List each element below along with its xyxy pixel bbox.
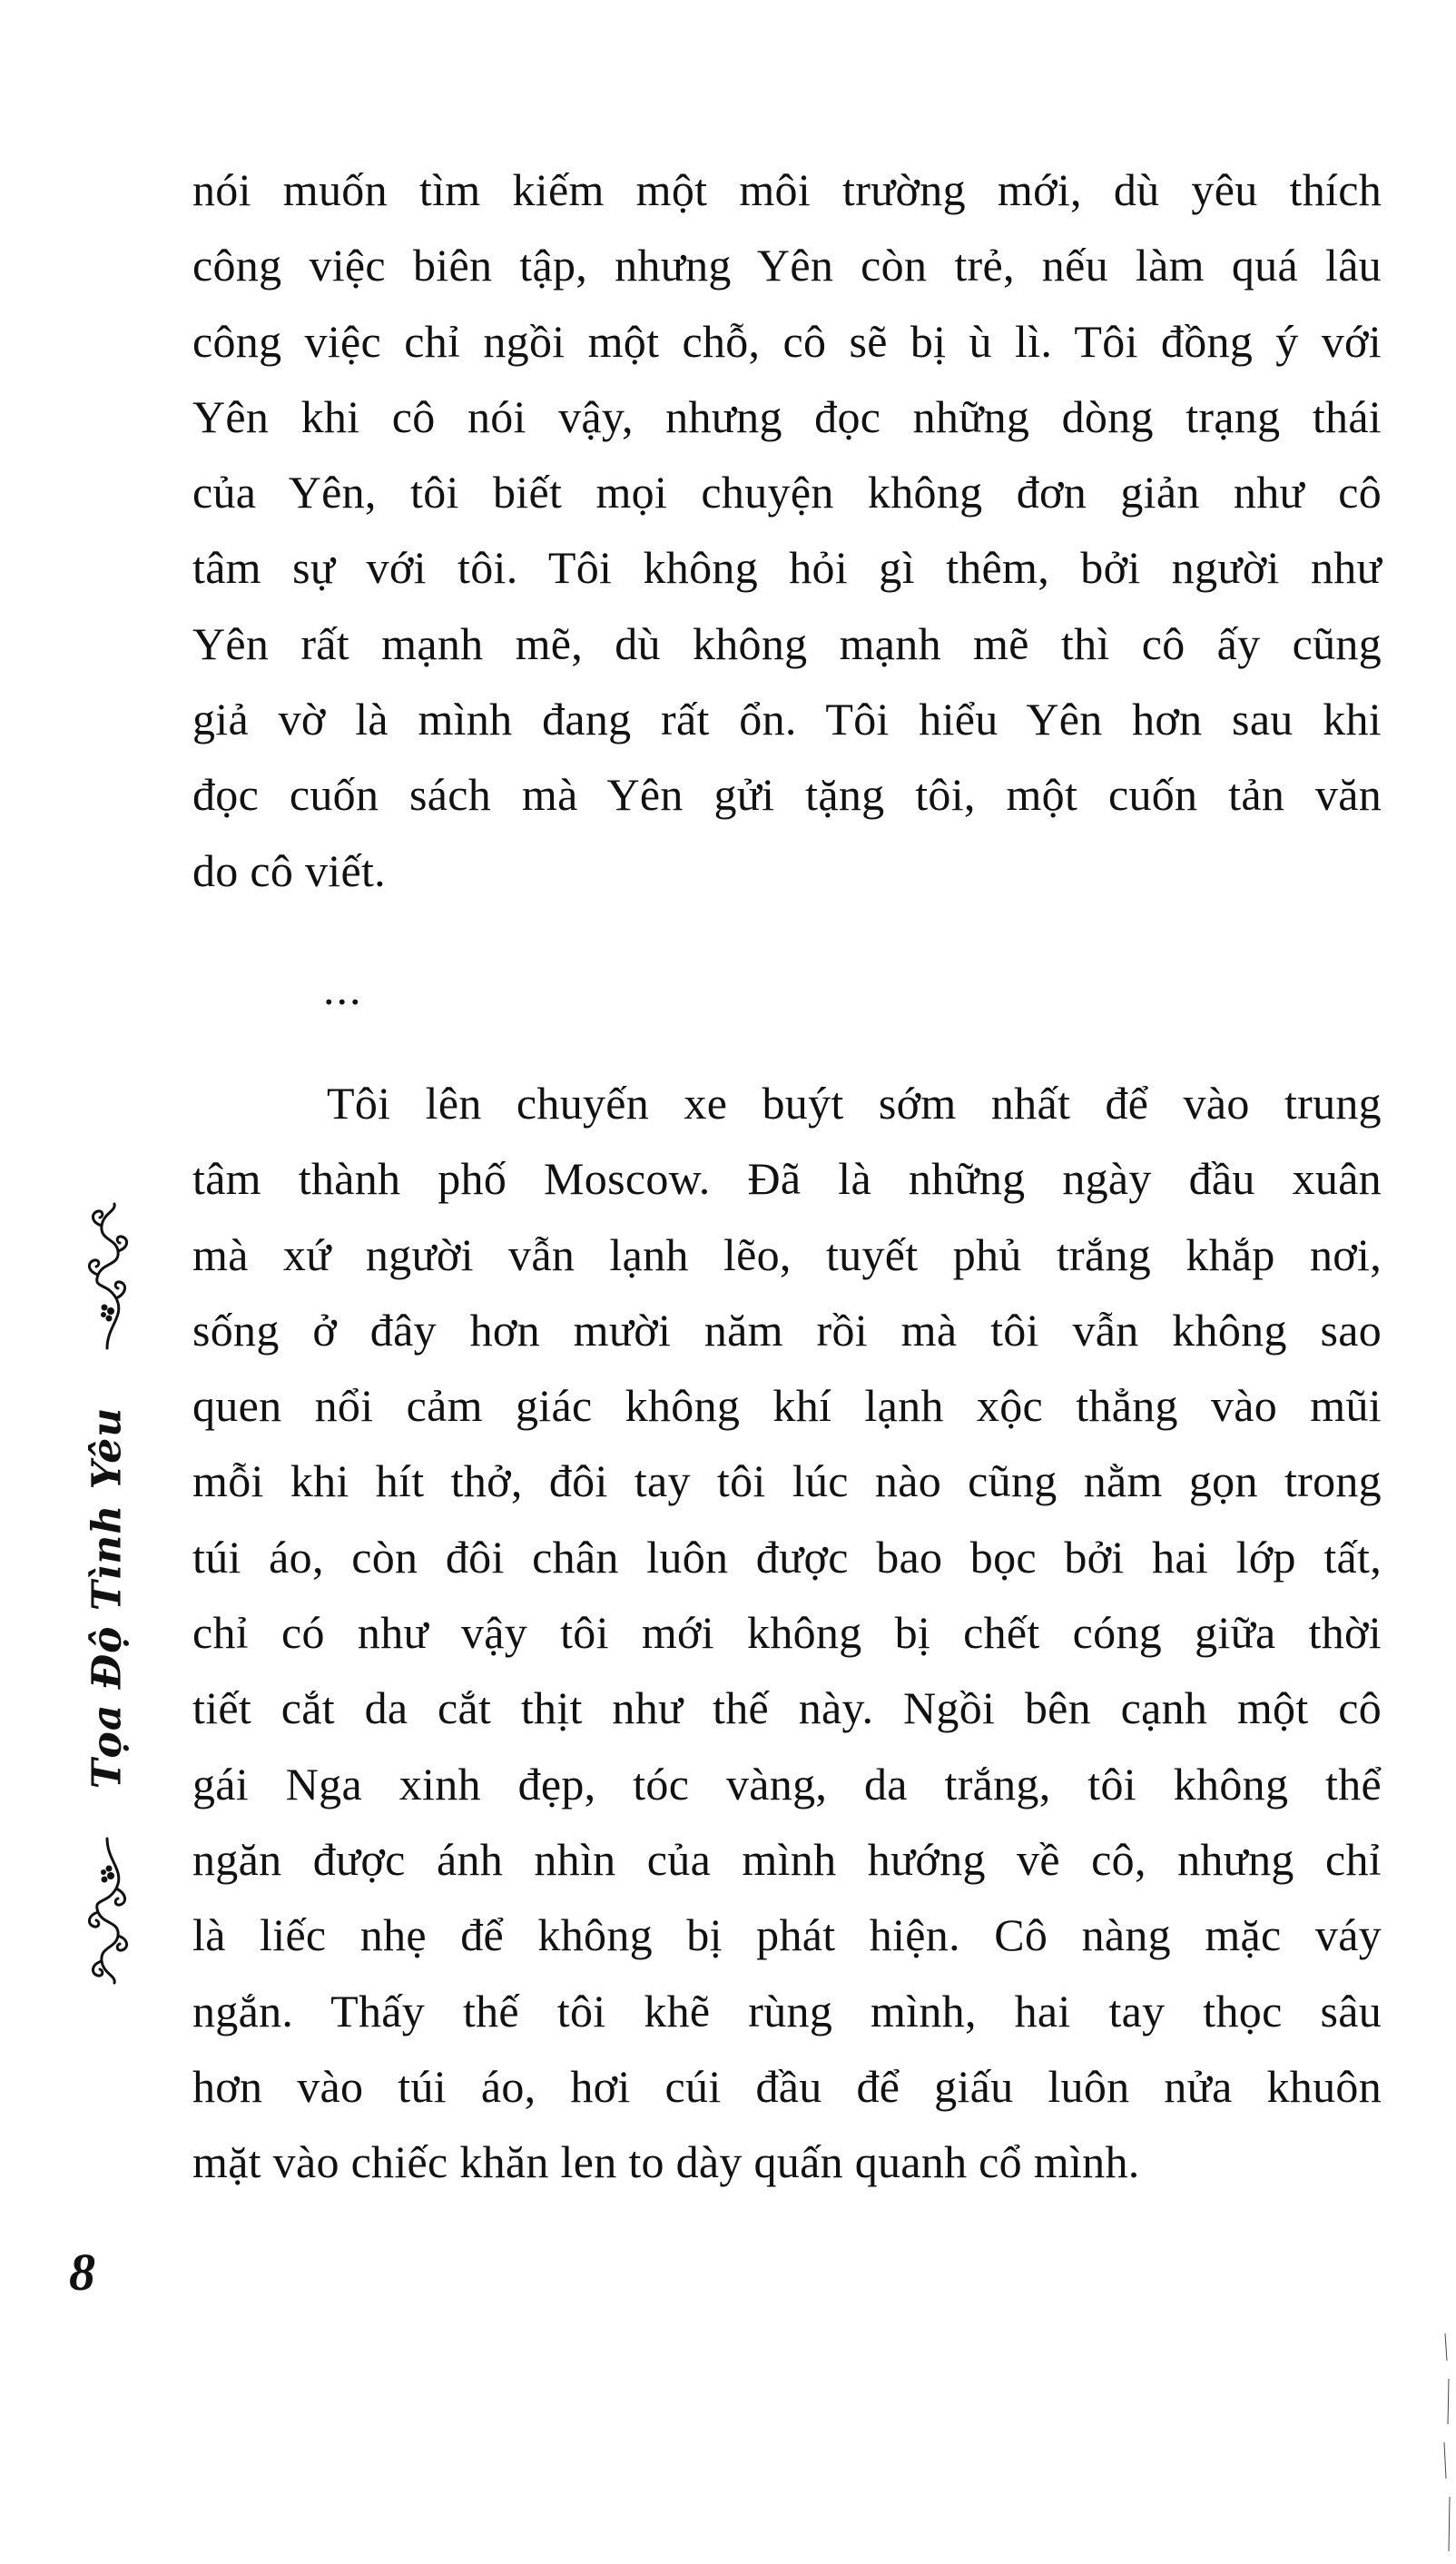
text-line: của Yên, tôi biết mọi chuyện không đơn giản như cô <box>192 467 1382 518</box>
paragraph-2 <box>192 1066 1382 2200</box>
text-line: chỉ có như vậy tôi mới không bị chết cóng giữa thời <box>192 1607 1382 1659</box>
text-line: gái Nga xinh đẹp, tóc vàng, da trắng, tôi không thể <box>192 1758 1382 1810</box>
section-break: ... <box>323 963 363 1014</box>
text-line: mặt vào chiếc khăn len to dày quấn quanh cổ mình. <box>192 2136 1140 2188</box>
text-line: đọc cuốn sách mà Yên gửi tặng tôi, một cuốn tản văn <box>192 769 1382 821</box>
text-line: mỗi khi hít thở, đôi tay tôi lúc nào cũng nằm gọn trong <box>192 1455 1382 1507</box>
scan-edge-artifact <box>1436 2324 1456 2564</box>
text-line: công việc chỉ ngồi một chỗ, cô sẽ bị ù lì. Tôi đồng ý với <box>192 315 1382 367</box>
text-line: Tôi lên chuyến xe buýt sớm nhất để vào trung <box>327 1078 1382 1129</box>
text-line: công việc biên tập, nhưng Yên còn trẻ, nếu làm quá lâu <box>192 240 1382 291</box>
text-line: quen nổi cảm giác không khí lạnh xộc thẳng vào mũi <box>192 1380 1382 1432</box>
text-line: Yên rất mạnh mẽ, dù không mạnh mẽ thì cô ấy cũng <box>192 617 1382 669</box>
text-line: hơn vào túi áo, hơi cúi đầu để giấu luôn nửa khuôn <box>192 2060 1382 2112</box>
text-line: tâm thành phố Moscow. Đã là những ngày đầu xuân <box>192 1153 1382 1205</box>
text-line: túi áo, còn đôi chân luôn được bao bọc bởi hai lớp tất, <box>192 1531 1382 1583</box>
text-line: giả vờ là mình đang rất ổn. Tôi hiểu Yên hơn sau khi <box>192 694 1382 745</box>
running-head <box>80 1198 134 1997</box>
text-line: tâm sự với tôi. Tôi không hỏi gì thêm, bởi người như <box>192 542 1382 594</box>
page-number: 8 <box>69 2243 95 2302</box>
text-line: tiết cắt da cắt thịt như thế này. Ngồi bên cạnh một cô <box>192 1682 1382 1734</box>
paragraph-1 <box>192 153 1382 909</box>
text-line: sống ở đây hơn mười năm rồi mà tôi vẫn không sao <box>192 1304 1382 1356</box>
vine-flourish-icon <box>80 1198 134 1353</box>
vine-flourish-icon <box>80 1834 134 1988</box>
text-line: mà xứ người vẫn lạnh lẽo, tuyết phủ trắng khắp nơi, <box>192 1228 1382 1280</box>
text-line: là liếc nhẹ để không bị phát hiện. Cô nàng mặc váy <box>192 1909 1382 1961</box>
text-line: Yên khi cô nói vậy, nhưng đọc những dòng trạng thái <box>192 390 1382 442</box>
text-line: do cô viết. <box>192 844 386 896</box>
text-line: ngắn. Thấy thế tôi khẽ rùng mình, hai tay thọc sâu <box>192 1985 1382 2036</box>
text-line: ngăn được ánh nhìn của mình hướng về cô, nhưng chỉ <box>192 1833 1382 1885</box>
text-line: nói muốn tìm kiếm một môi trường mới, dù yêu thích <box>192 164 1382 215</box>
book-title: Tọa Độ Tình Yêu <box>84 1406 131 1790</box>
